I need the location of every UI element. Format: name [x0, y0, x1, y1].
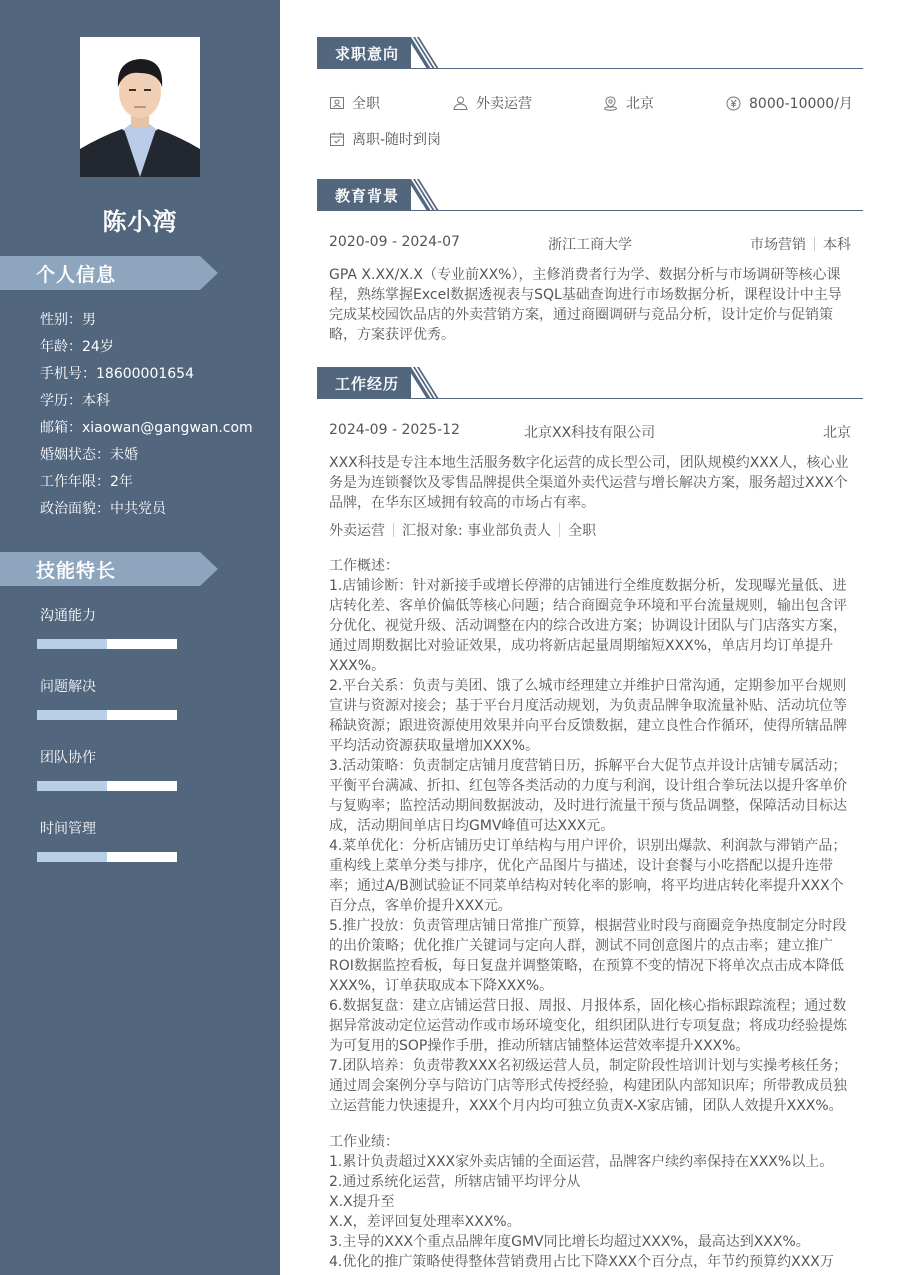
work-overview-item: 4.菜单优化：分析店铺历史订单结构与用户评价，识别出爆款、利润款与滞销产品；重构线上菜单分类与排序，优化产品图片与描述，设计套餐与小吃搭配以提升连带率；通过A/B测试验证不同菜单结构对转化率的影响，将平均进店转化率提升XXX个百分点，客单价提升XXX元。	[329, 838, 847, 914]
work-overview-item: 1.店铺诊断：针对新接手或增长停滞的店铺进行全维度数据分析，发现曝光量低、进店转化差、客单价偏低等核心问题；结合商圈竞争环境和平台流量规则，输出包含评分优化、视觉升级、活动调整在内的综合改进方案；协调设计团队与门店落实方案，通过周期数据比对验证效果，成功将新店起量周期缩短XXX%，单店月均订单提升XXX%。	[329, 578, 847, 674]
education-degree: 本科	[823, 237, 851, 253]
education-period: 2020-09 - 2024-07	[329, 234, 460, 250]
info-marital-status: 婚姻状态：未婚	[40, 447, 138, 463]
work-achievement-item: 3.主导的XXX个重点品牌年度GMV同比增长均超过XXX%，最高达到XXX%。	[329, 1234, 810, 1250]
personal-info-banner	[0, 256, 218, 290]
skill-bar-fill	[37, 852, 107, 862]
person-icon	[453, 96, 468, 110]
intent-job-type-text: 全职	[352, 96, 380, 112]
work-tag-report-to: 汇报对象: 事业部负责人	[402, 523, 552, 539]
skill-label: 时间管理	[40, 821, 96, 837]
skill-bar-fill	[37, 710, 107, 720]
section-title-intent: 求职意向	[335, 45, 400, 63]
sidebar	[0, 0, 280, 1275]
work-overview-title: 工作概述：	[329, 558, 399, 574]
info-email: 邮箱：xiaowan@gangwan.com	[40, 420, 253, 436]
personal-info-list	[40, 310, 253, 526]
education-major: 市场营销	[750, 237, 806, 253]
intent-city	[603, 93, 654, 113]
work-achievement-item: X.X，差评回复处理率XXX%。	[329, 1214, 521, 1230]
work-company-description: XXX科技是专注本地生活服务数字化运营的成长型公司，团队规模约XXX人，核心业务是为连锁餐饮及零售品牌提供全渠道外卖代运营与增长解决方案，服务超过XXX个品牌，在华东区域拥有较高的市场占有率。	[329, 455, 849, 511]
work-overview-item: 7.团队培养：负责带教XXX名初级运营人员，制定阶段性培训计划与实操考核任务；通过周会案例分享与陪访门店等形式传授经验，构建团队内部知识库；所带教成员独立运营能力快速提升，XXX个月内均可独立负责X-X家店铺，团队人效提升XXX%。	[329, 1058, 848, 1114]
work-achievements	[329, 1132, 853, 1272]
skills-banner	[0, 552, 218, 586]
separator	[814, 237, 815, 251]
diagonal-stripes-icon	[407, 367, 443, 399]
skill-item	[37, 748, 177, 819]
info-age: 年龄：24岁	[40, 339, 114, 355]
work-tags	[329, 520, 596, 540]
calendar-check-icon	[330, 132, 344, 146]
section-header-work	[317, 367, 863, 399]
section-title-work: 工作经历	[335, 375, 400, 393]
diagonal-stripes-icon	[407, 179, 443, 211]
skill-item	[37, 677, 177, 748]
work-achievement-item: 1.累计负责超过XXX家外卖店铺的全面运营，品牌客户续约率保持在XXX%以上。	[329, 1154, 834, 1170]
info-education: 学历：本科	[40, 393, 110, 409]
skill-bar	[37, 639, 177, 649]
skill-bar-fill	[37, 781, 107, 791]
work-achievement-item: 4.优化的推广策略使得整体营销费用占比下降XXX个百分点，年节约预算约XXX万	[329, 1254, 834, 1270]
info-work-years: 工作年限：2年	[40, 474, 133, 490]
intent-availability	[330, 129, 441, 149]
intent-job-type	[330, 93, 380, 113]
section-header-education	[317, 179, 863, 211]
work-overview	[329, 556, 853, 1116]
education-description: GPA X.XX/X.X（专业前XX%），主修消费者行为学、数据分析与市场调研等核心课程，熟练掌握Excel数据透视表与SQL基础查询进行市场数据分析，课程设计中主导完成某校园饮品店的外卖营销方案，通过商圈调研与竞品分析，设计定价与促销策略，方案获评优秀。	[329, 267, 842, 343]
separator	[559, 523, 560, 537]
skill-bar	[37, 781, 177, 791]
skill-label: 团队协作	[40, 750, 96, 766]
education-school: 浙江工商大学	[548, 237, 632, 253]
work-achievement-item: 2.通过系统化运营，所辖店铺平均评分从	[329, 1174, 581, 1190]
education-major-degree	[750, 234, 851, 254]
intent-position-text: 外卖运营	[476, 96, 532, 112]
profile-photo	[80, 37, 200, 177]
skill-item	[37, 819, 177, 890]
avatar-portrait-icon	[80, 37, 200, 177]
skill-label: 沟通能力	[40, 608, 96, 624]
intent-availability-text: 离职-随时到岗	[352, 132, 442, 148]
yuan-coin-icon	[726, 96, 741, 111]
work-city: 北京	[823, 425, 851, 441]
skills-title: 技能特长	[36, 560, 117, 582]
work-overview-item: 6.数据复盘：建立店铺运营日报、周报、月报体系，固化核心指标跟踪流程；通过数据异常波动定位运营动作或市场环境变化，组织团队进行专项复盘；将成功经验提炼为可复用的SOP操作手册，推动所辖店铺整体运营效率提升XXX%。	[329, 998, 847, 1054]
intent-salary-text: 8000-10000/月	[749, 96, 853, 112]
skill-bar	[37, 710, 177, 720]
separator	[393, 523, 394, 537]
work-company: 北京XX科技有限公司	[524, 425, 656, 441]
intent-position	[453, 93, 532, 113]
location-pin-icon	[603, 96, 618, 111]
candidate-name: 陈小湾	[102, 208, 178, 236]
info-political-status: 政治面貌：中共党员	[40, 501, 166, 517]
work-overview-item: 5.推广投放：负责管理店铺日常推广预算，根据营业时段与商圈竞争热度制定分时段的出价策略；优化推广关键词与定向人群，测试不同创意图片的点击率；建立推广ROI数据监控看板，每日复盘并调整策略，在预算不变的情况下将单次点击成本降低XXX%，订单获取成本下降XXX%。	[329, 918, 847, 994]
work-achievement-item: X.X提升至	[329, 1194, 395, 1210]
education-header-row	[329, 234, 851, 254]
work-overview-item: 3.活动策略：负责制定店铺月度营销日历，拆解平台大促节点并设计店铺专属活动；平衡平台满减、折扣、红包等各类活动的力度与利润，设计组合拳玩法以提升客单价与复购率；监控活动期间数据波动，及时进行流量干预与货品调整，保障活动目标达成，活动期间单店日均GMV峰值可达XXX元。	[329, 758, 847, 834]
skill-bar	[37, 852, 177, 862]
intent-salary	[726, 93, 853, 113]
skill-item	[37, 606, 177, 677]
briefcase-badge-icon	[330, 96, 344, 110]
diagonal-stripes-icon	[407, 37, 443, 69]
info-phone: 手机号：18600001654	[40, 366, 194, 382]
info-gender: 性别：男	[40, 312, 96, 328]
work-overview-item: 2.平台关系：负责与美团、饿了么城市经理建立并维护日常沟通，定期参加平台规则宣讲与资源对接会；基于平台月度活动规划，为负责品牌争取流量补贴、活动坑位等稀缺资源；跟进资源使用效果并向平台反馈数据，建立良性合作循环，使得所辖品牌平均活动资源获取量增加XXX%。	[329, 678, 847, 754]
work-period: 2024-09 - 2025-12	[329, 422, 460, 438]
section-header-intent	[317, 37, 863, 69]
work-header-row	[329, 422, 851, 442]
personal-info-title: 个人信息	[36, 264, 117, 286]
skills-list	[37, 606, 177, 890]
work-tag-type: 全职	[568, 523, 597, 539]
work-tag-field: 外卖运营	[329, 523, 385, 539]
skill-bar-fill	[37, 639, 107, 649]
section-title-education: 教育背景	[335, 187, 400, 205]
work-achievements-title: 工作业绩：	[329, 1134, 399, 1150]
skill-label: 问题解决	[40, 679, 96, 695]
intent-city-text: 北京	[626, 96, 654, 112]
